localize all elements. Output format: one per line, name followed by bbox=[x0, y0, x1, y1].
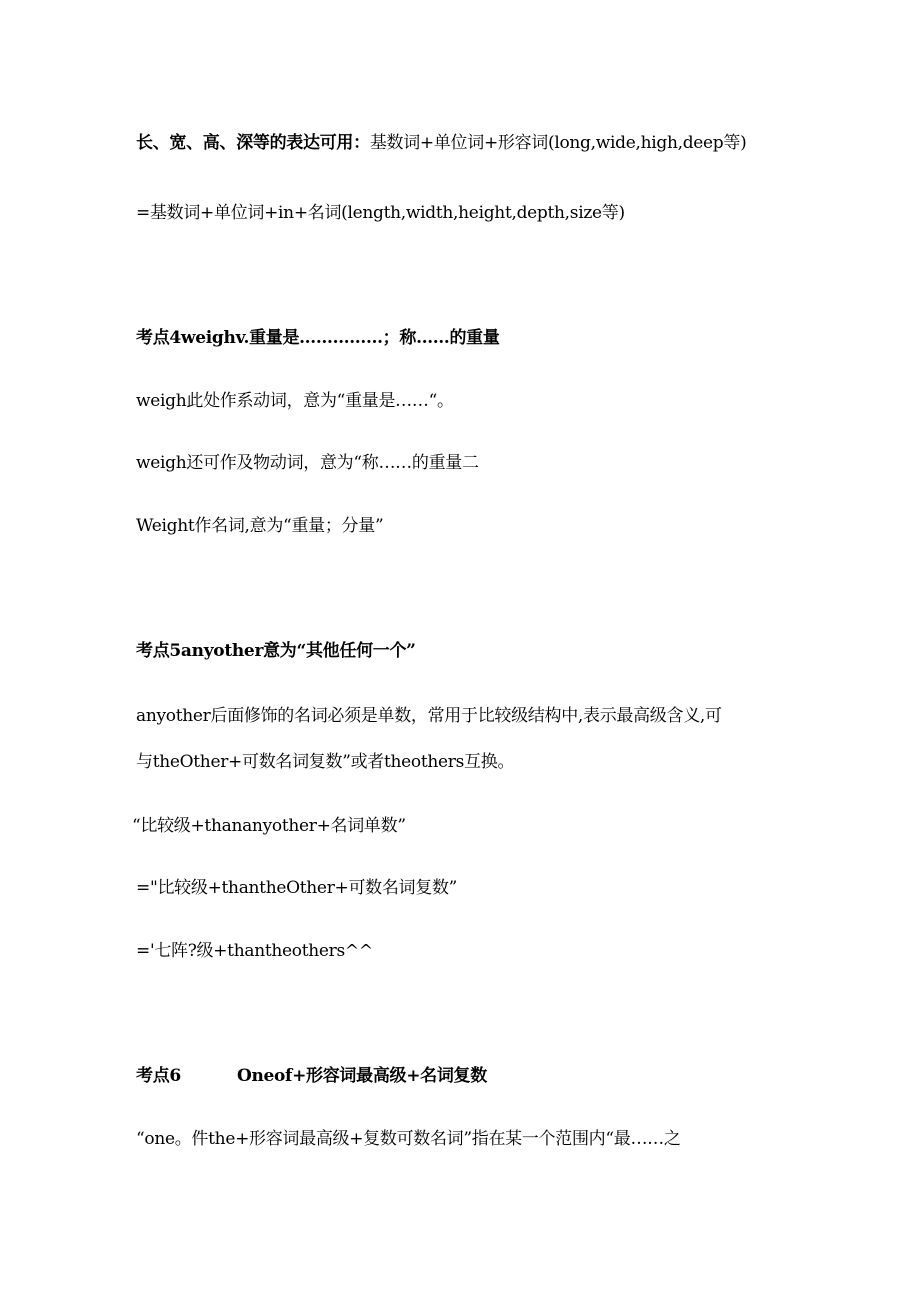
point-5-pattern-3: ='七阵?级+thantheothers^^ bbox=[136, 941, 373, 961]
point-4-transitive-verb: weigh还可作及物动词，意为“称……的重量二 bbox=[136, 453, 479, 473]
point-5-explanation-line-1: anyother后面修饰的名词必须是单数，常用于比较级结构中,表示最高级含义,可 bbox=[136, 706, 722, 726]
point-6-explanation: “one。件the+形容词最高级+复数可数名词”指在某一个范围内“最……之 bbox=[136, 1129, 681, 1149]
line-dimension-expression bbox=[136, 132, 746, 154]
heading-point-6-label: 考点6 bbox=[136, 1066, 181, 1086]
heading-point-5: 考点5anyother意为“其他任何一个” bbox=[136, 641, 416, 661]
heading-point-4: 考点4weighv.重量是……………；称……的重量 bbox=[136, 328, 500, 348]
point-5-pattern-2: ="比较级+thantheOther+可数名词复数” bbox=[136, 878, 458, 898]
point-5-explanation-line-2: 与theOther+可数名词复数”或者theothers互换。 bbox=[136, 752, 515, 772]
dimension-heading: 长、宽、高、深等的表达可用： bbox=[136, 133, 370, 153]
line-dimension-alternative: =基数词+单位词+in+名词(length,width,height,depth,size等) bbox=[136, 203, 625, 223]
heading-point-6-title: Oneof+形容词最高级+名词复数 bbox=[236, 1066, 487, 1086]
point-4-noun: Weight作名词,意为“重量；分量” bbox=[136, 516, 384, 536]
point-4-linking-verb: weigh此处作系动词，意为“重量是……“。 bbox=[136, 391, 454, 411]
heading-point-6 bbox=[136, 1065, 487, 1087]
dimension-formula: 基数词+单位词+形容词(long,wide,high,deep等) bbox=[369, 133, 747, 153]
point-5-pattern-1: “比较级+thananyother+名词单数” bbox=[132, 816, 406, 836]
